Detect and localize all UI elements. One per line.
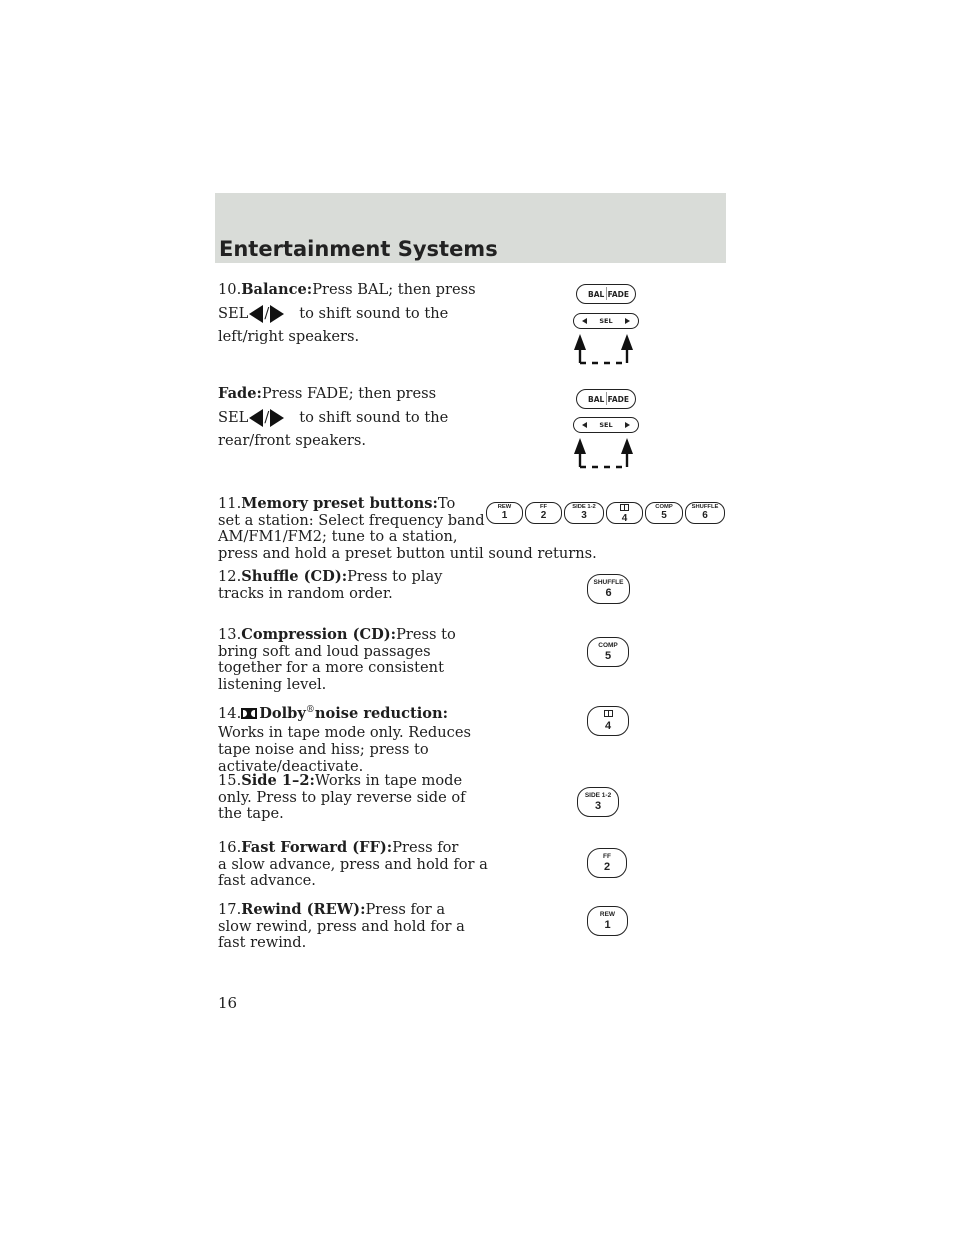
fade-arrows-diagram [568,436,644,472]
preset-button-5: COMP 5 [645,502,683,524]
ff-text: 16.Fast Forward (FF):Press for a slow advance, press and hold for a fast advance. [218,839,488,890]
balance-arrows-diagram [568,332,644,368]
preset-button-2: FF 2 [525,502,562,524]
left-arrow-icon [249,409,263,427]
shuffle-text: 12.Shuffle (CD):Press to play tracks in random order. [218,568,443,602]
fade-label: FADE [607,290,629,299]
dolby-button: 4 [587,706,629,736]
bal-fade-control: BAL FADE [576,389,636,409]
comp-button: COMP 5 [587,637,629,667]
sel-control [573,313,639,329]
page-number: 16 [218,994,238,1012]
ff-button: FF 2 [587,848,627,878]
bal-label: BAL [588,290,605,299]
side-button: SIDE 1-2 3 [577,787,619,817]
sel-label: SEL [599,317,613,325]
right-arrow-icon [270,409,284,427]
preset-button-3: SIDE 1-2 3 [564,502,604,524]
preset-button-4: 4 [606,502,643,524]
memory-preset-text: 11.Memory preset buttons:To set a station: Select frequency band AM/FM1/FM2; tune to a station, press and hold a preset button until sound returns. [218,495,597,562]
fade-text: Fade:Press FADE; then press SEL / to shift sound to the rear/front speakers. [218,385,449,449]
bal-fade-control [576,284,636,304]
dolby-icon [241,708,257,719]
dolby-icon [604,710,613,717]
dolby-icon [620,504,629,511]
preset-button-1: REW 1 [486,502,523,524]
side-text: 15.Side 1–2:Works in tape mode only. Press to play reverse side of the tape. [218,772,466,823]
compression-text: 13.Compression (CD):Press to bring soft and loud passages together for a more consistent listening level. [218,626,456,693]
section-title: Entertainment Systems [219,237,498,261]
rew-button: REW 1 [587,906,628,936]
sel-control: SEL [573,417,639,433]
rew-text: 17.Rewind (REW):Press for a slow rewind, press and hold for a fast rewind. [218,901,465,952]
section-header [215,193,726,263]
balance-text: 10.Balance:Press BAL; then press SEL / to shift sound to the left/right speakers. [218,281,476,345]
left-arrow-icon [249,305,263,323]
preset-button-6: SHUFFLE 6 [685,502,725,524]
dolby-text: 14. Dolby®noise reduction: Works in tape mode only. Reduces tape noise and hiss; press to activate/deactivate. [218,704,471,775]
right-arrow-icon [270,305,284,323]
shuffle-button: SHUFFLE 6 [587,574,630,604]
